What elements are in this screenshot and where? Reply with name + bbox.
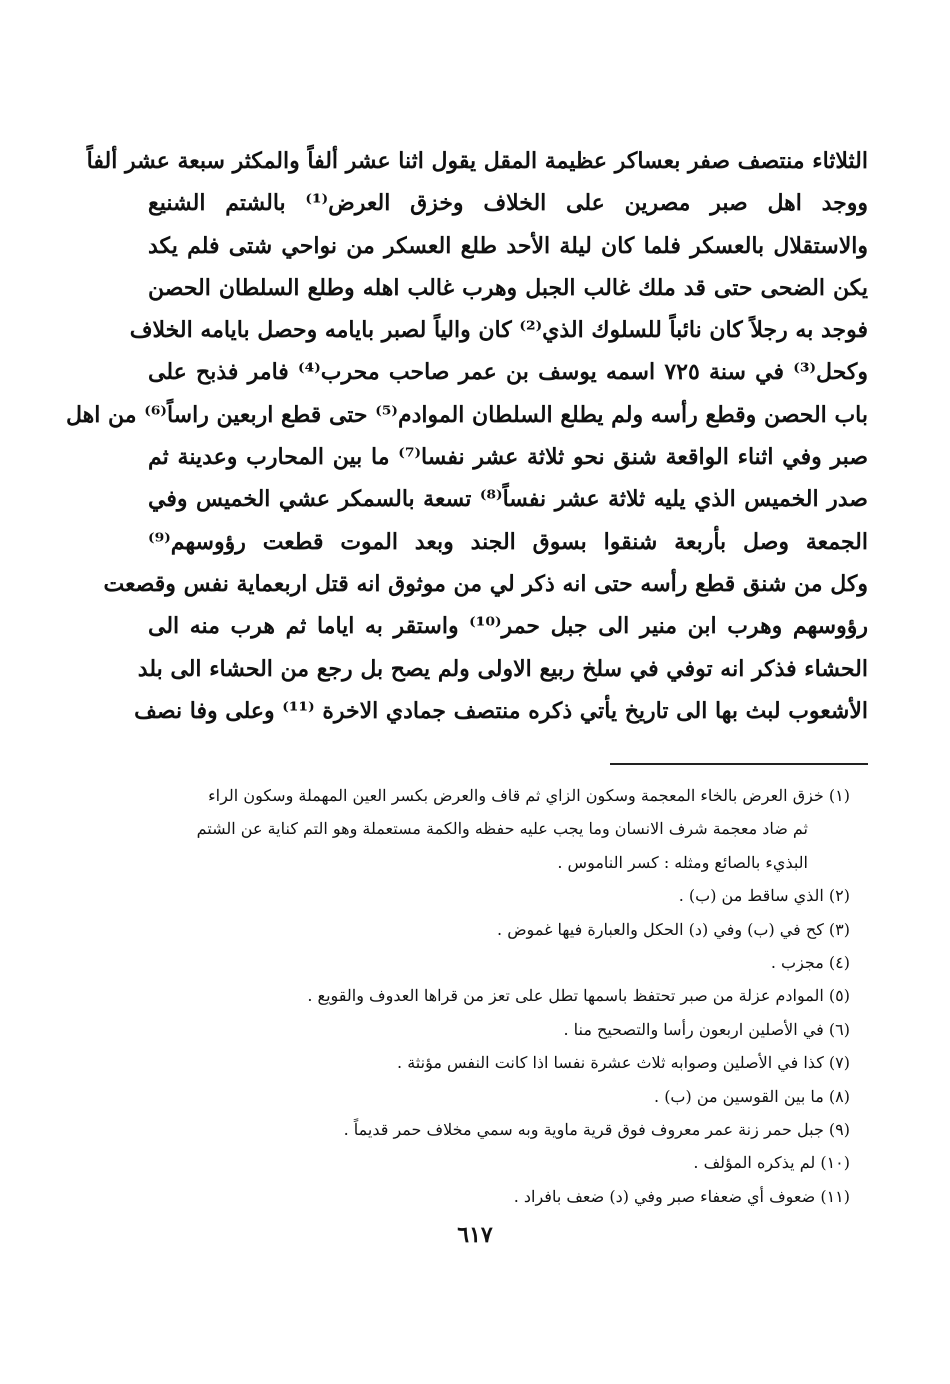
body-line: وكل من شنق قطع رأسه حتى انه ذكر لي من موثوق انه قتل اربعماية نفس وقصعت xyxy=(103,570,868,597)
body-line: والاستقلال بالعسكر فلما كان ليلة الأحد طلع العسكر من نواحي شتى فلم يكد xyxy=(148,232,868,259)
body-line: وكحل⁽³⁾ في سنة ٧٢٥ اسمه يوسف بن عمر صاحب محرب⁽⁴⁾ فامر فذبح على xyxy=(148,359,868,386)
body-line: الحشاء فذكر انه توفي في سلخ ربيع الاولى ولم يصح بل رجع من الحشاء الى بلد xyxy=(137,655,868,682)
footnote-line: (١) خزق العرض بالخاء المعجمة وسكون الزاي ثم قاف والعرض بكسر العين المهملة وسكون الراء xyxy=(208,786,850,805)
footnote-line: (٥) الموادم عزلة من صبر تحتفظ باسمها تطل على تعز من قراها العدوف والقويع . xyxy=(307,986,850,1006)
footnote-line: (٤) مجزب . xyxy=(770,952,850,972)
footnote-line: (٦) في الأصلين اربعون رأسا والتصحيح منا . xyxy=(563,1019,850,1039)
footnote-line: ثم ضاد معجمة شرف الانسان وما يجب عليه حفظه والكمة مستعملة وهو التم كناية عن الشتم xyxy=(196,819,808,839)
footnote-line: (٨) ما بين القوسين من (ب) . xyxy=(654,1086,850,1106)
footnote-line: (٢) الذي ساقط من (ب) . xyxy=(678,886,850,906)
footnote-line: (٧) كذا في الأصلين وصوابه ثلاث عشرة نفسا اذا كانت النفس مؤنثة . xyxy=(397,1053,850,1073)
body-line: الأشعوب لبث بها الى تاريخ يأتي ذكره منتصف جمادي الاخرة ⁽¹¹⁾ وعلى وفا نصف xyxy=(134,697,868,724)
footnote-divider xyxy=(610,763,868,765)
body-line: الثلاثاء منتصف صفر بعساكر عظيمة المقل يقول اثنا عشر ألفاً والمكثر سبعة عشر ألفاً xyxy=(86,148,868,174)
body-line: الجمعة وصل بأربعة شنقوا بسوق الجند وبعد الموت قطعت رؤوسهم⁽⁹⁾ xyxy=(148,528,868,555)
footnotes-block xyxy=(130,779,850,1213)
body-line: فوجد به رجلاً كان نائباً للسلوك الذي⁽²⁾ كان والياً لصبر بايامه وحصل بايامه الخلاف xyxy=(129,317,868,344)
body-line: صدر الخميس الذي يليه ثلاثة عشر نفساً⁽⁸⁾ تسعة بالسمكر عشي الخميس وفي xyxy=(148,486,868,513)
footnote-line: (١٠) لم يذكره المؤلف . xyxy=(693,1153,850,1173)
body-line: صبر وفي اثناء الواقعة شنق نحو ثلاثة عشر نفسا⁽⁷⁾ ما بين المحارب وعدينة ثم xyxy=(148,444,868,471)
body-line: رؤوسهم وهرب ابن منير الى جبل حمر⁽¹⁰⁾ واستقر به اياما ثم هرب منه الى xyxy=(148,613,868,640)
main-text-block xyxy=(66,140,869,732)
footnote-line: (٣) كح في (ب) وفي (د) الحكل والعبارة فيها غموض . xyxy=(497,919,850,939)
footnote-line: (١١) ضعوف أي ضعفاء صبر وفي (د) ضعف بافراد . xyxy=(513,1186,850,1206)
body-line: يكن الضحى حتى قد ملك غالب الجبل وهرب غالب اهله وطلع السلطان الحصن xyxy=(148,274,868,301)
body-line: ووجد اهل صبر مصرين على الخلاف وخزق العرض⁽¹⁾ بالشتم الشنيع xyxy=(148,190,869,217)
body-line: باب الحصن وقطع رأسه ولم يطلع السلطان الموادم⁽⁵⁾ حتى قطع اربعين راساً⁽⁶⁾ من اهل xyxy=(66,401,868,428)
footnote-line: (٩) جبل حمر زنة عمر معروف فوق قرية ماوية وبه سمي مخلاف حمر قديماً . xyxy=(343,1119,850,1139)
footnote-line: البذيء بالصائع ومثله : كسر الناموس . xyxy=(557,852,808,872)
page-number: ٦١٧ xyxy=(457,1222,493,1248)
